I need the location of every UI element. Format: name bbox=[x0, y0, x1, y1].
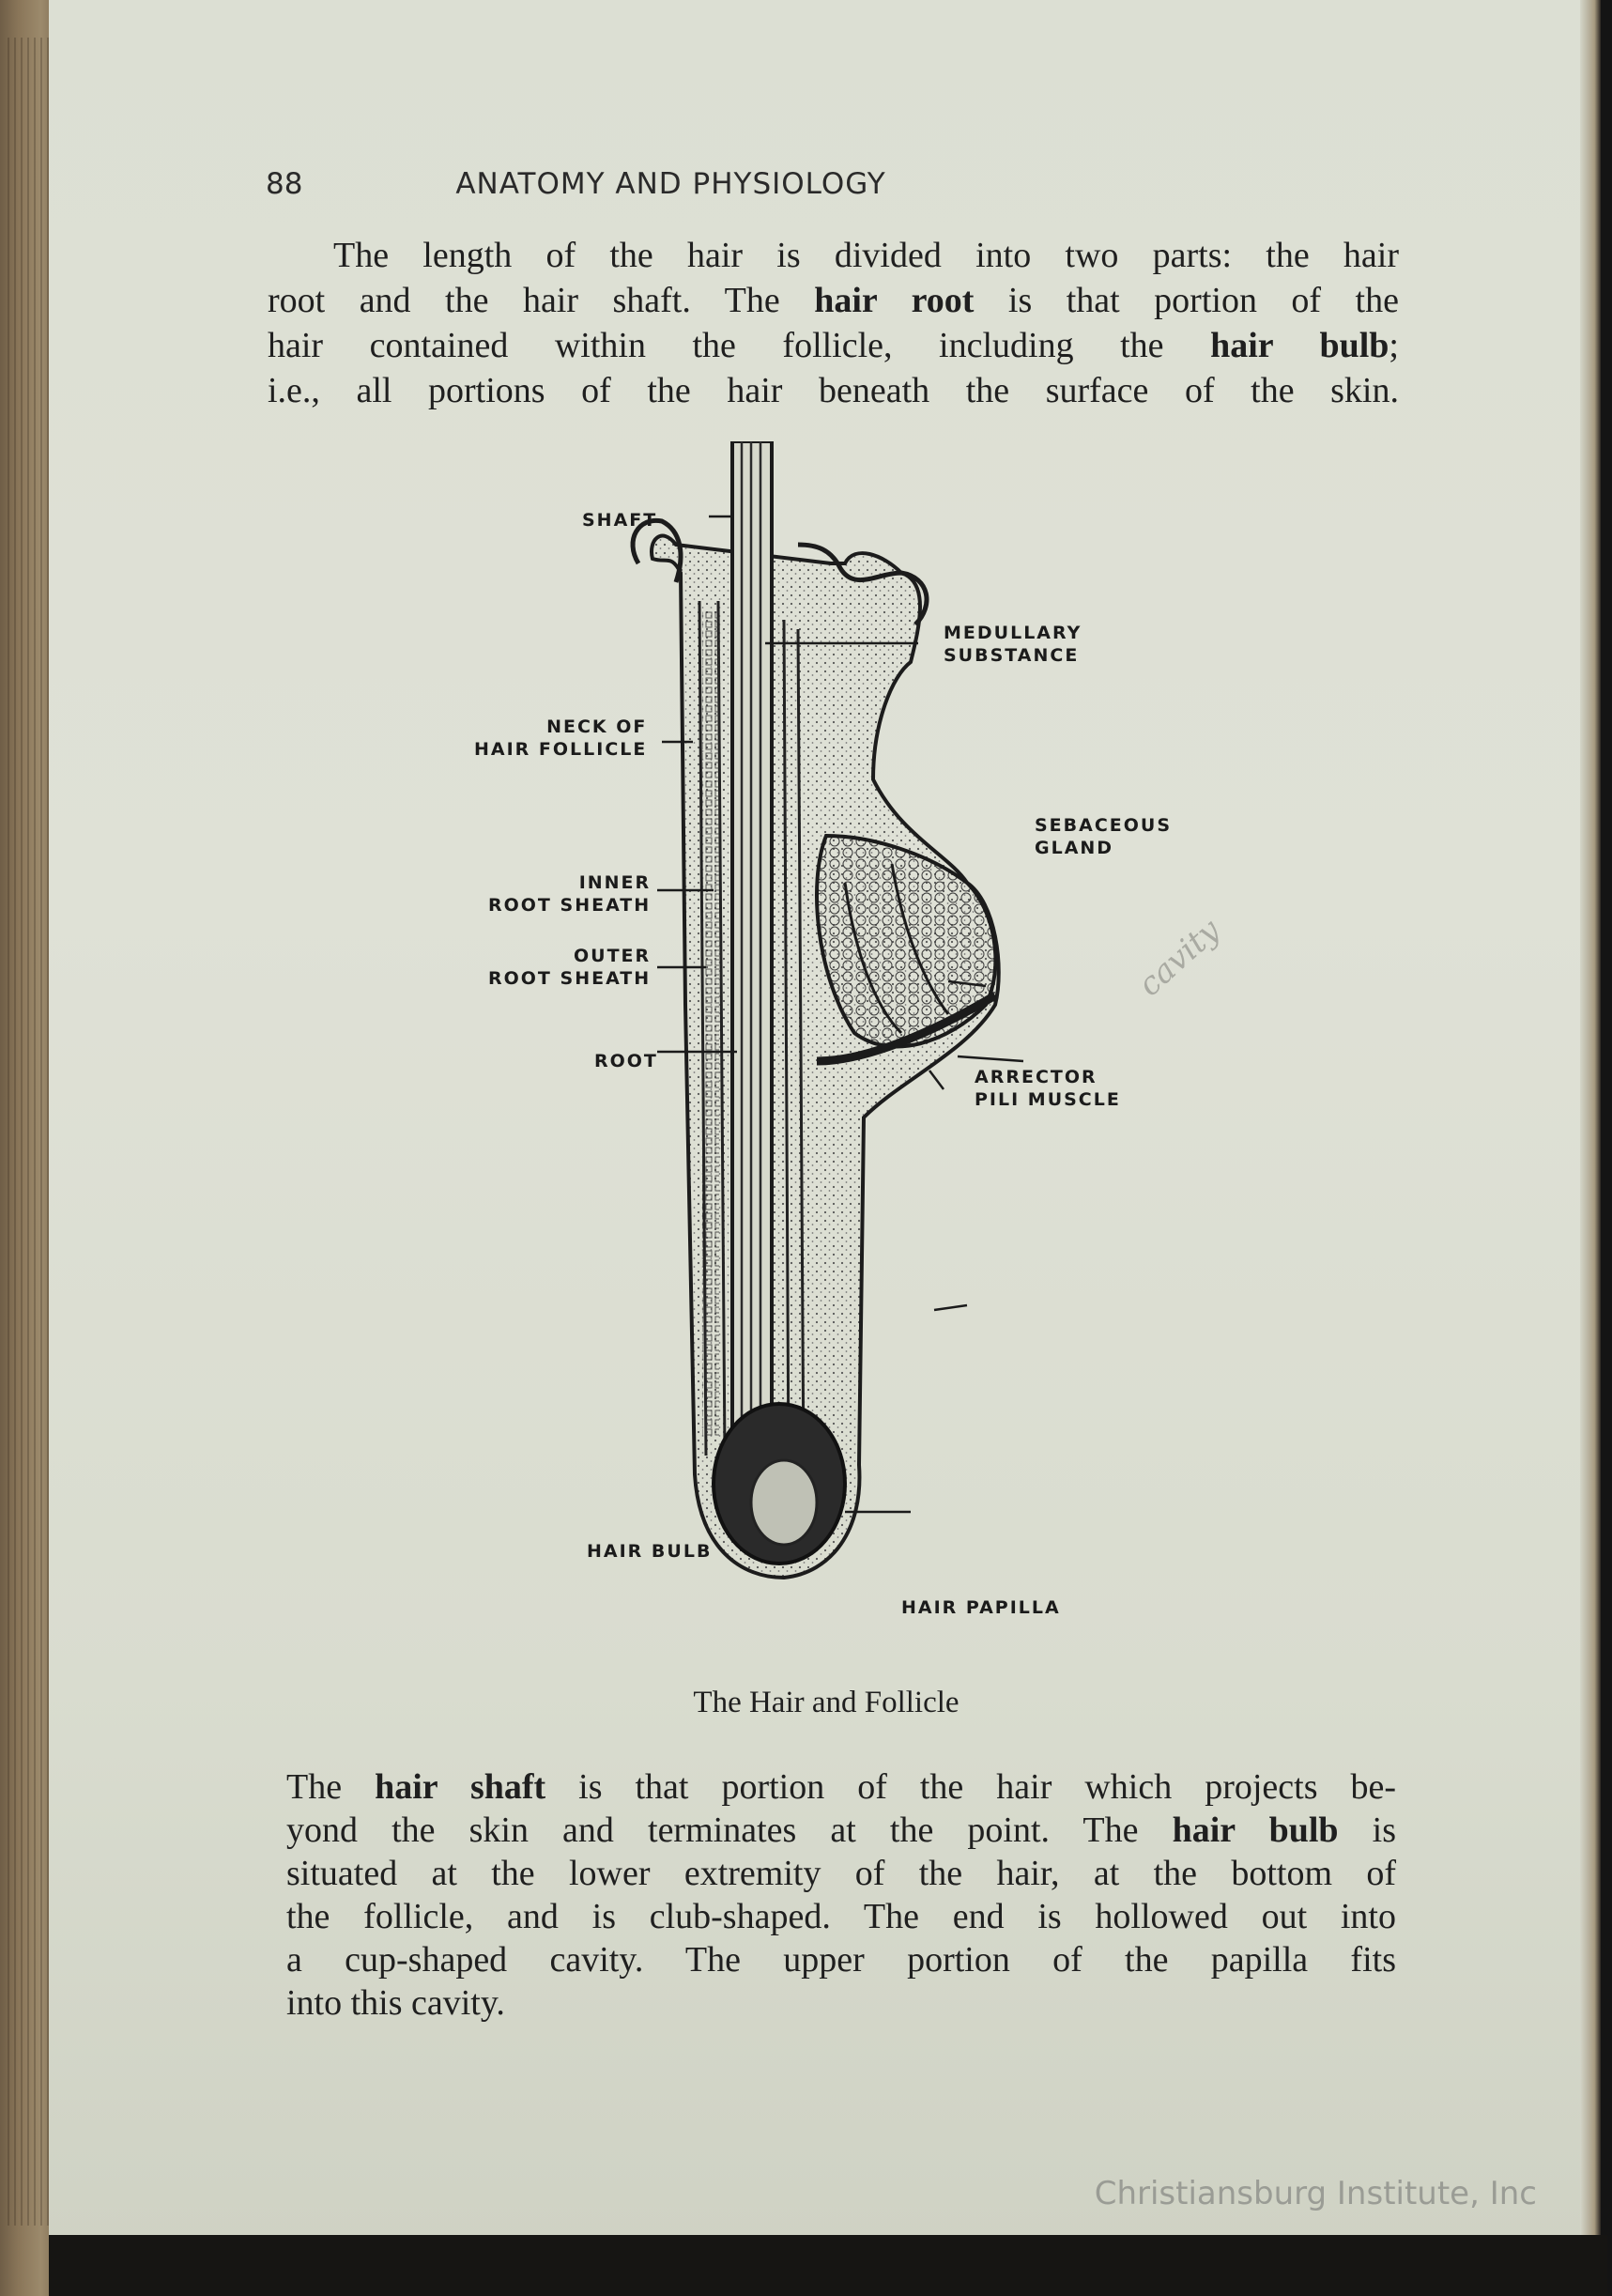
label-outer-root-sheath: OUTER ROOT SHEATH bbox=[488, 946, 652, 989]
label-shaft: SHAFT bbox=[582, 510, 658, 531]
label-arrector-pili-muscle: ARRECTOR PILI MUSCLE bbox=[975, 1067, 1121, 1110]
text-line: The length of the hair is divided into two parts: the hair bbox=[333, 236, 1399, 275]
paragraph-hair-root bbox=[268, 233, 1399, 413]
text-line: into this cavity. bbox=[286, 1983, 505, 2023]
text-line: situated at the lower extremity of the hair, at the bottom of bbox=[286, 1854, 1396, 1893]
text-line: yond the skin and terminates at the point. The hair bulb is bbox=[286, 1811, 1396, 1850]
running-head bbox=[266, 167, 1076, 205]
paragraph-hair-shaft bbox=[286, 1765, 1396, 2025]
running-title: ANATOMY AND PHYSIOLOGY bbox=[455, 167, 886, 201]
label-hair-papilla: HAIR PAPILLA bbox=[901, 1597, 1061, 1618]
pencil-margin-note: cavity bbox=[1130, 911, 1228, 1005]
text-line: root and the hair shaft. The hair root is that portion of the bbox=[268, 281, 1399, 320]
text-line: a cup-shaped cavity. The upper portion of the papilla fits bbox=[286, 1940, 1396, 1980]
label-inner-root-sheath: INNER ROOT SHEATH bbox=[488, 872, 652, 916]
watermark: Christiansburg Institute, Inc bbox=[1094, 2175, 1537, 2212]
hair-follicle-illustration bbox=[460, 441, 1174, 1672]
label-root: ROOT bbox=[594, 1051, 658, 1071]
hair-papilla bbox=[751, 1460, 817, 1545]
text-line: the follicle, and is club-shaped. The end is hollowed out into bbox=[286, 1897, 1396, 1936]
label-sebaceous-gland: SEBACEOUS GLAND bbox=[1035, 815, 1173, 858]
text-line: hair contained within the follicle, including the hair bulb; bbox=[268, 326, 1399, 365]
page-right-edge bbox=[1580, 0, 1601, 2254]
bottom-shadow bbox=[49, 2235, 1607, 2296]
label-medullary-substance: MEDULLARY SUBSTANCE bbox=[944, 623, 1082, 666]
figure-caption: The Hair and Follicle bbox=[693, 1686, 960, 1719]
text-line: The hair shaft is that portion of the hair which projects be- bbox=[286, 1767, 1396, 1807]
label-hair-bulb: HAIR BULB bbox=[587, 1541, 713, 1562]
page-number: 88 bbox=[266, 167, 303, 201]
text-line: i.e., all portions of the hair beneath the surface of the skin. bbox=[268, 371, 1399, 410]
label-neck-of-hair-follicle: NECK OF HAIR FOLLICLE bbox=[474, 717, 648, 760]
